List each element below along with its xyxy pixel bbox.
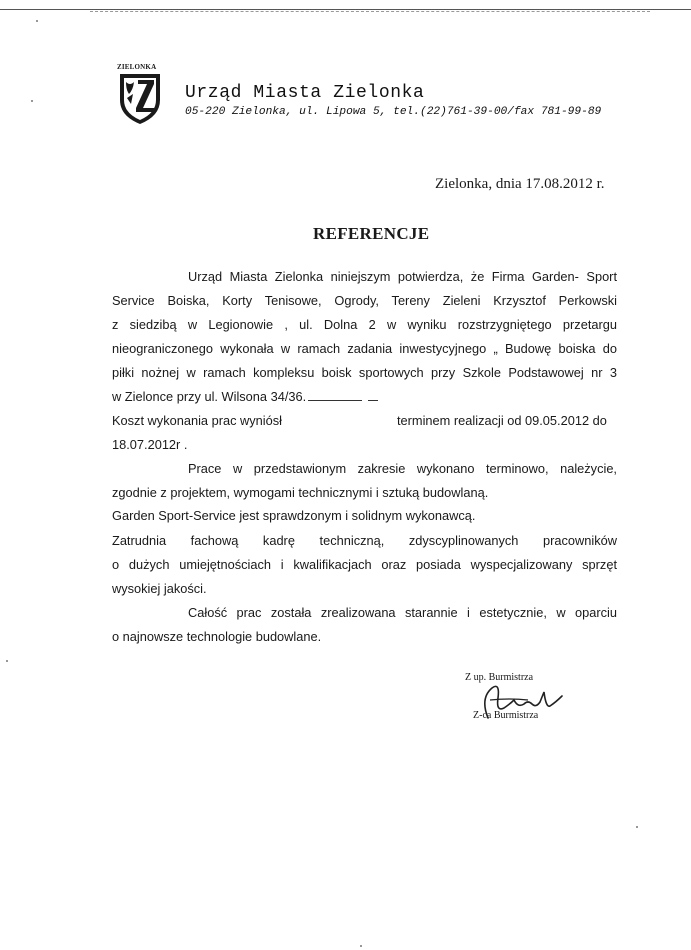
blank-line [308,390,362,401]
body-line: wysokiej jakości. [112,581,207,596]
completion-date: 18.07.2012r . [112,437,188,452]
scan-top-edge [0,9,691,10]
city-crest-icon [116,64,164,126]
body-line: Prace w przedstawionym zakresie wykonano terminowo, należycie, [188,461,617,476]
scan-speck [31,100,33,102]
organization-name: Urząd Miasta Zielonka [185,83,425,103]
body-line: Garden Sport-Service jest sprawdzonym i solidnym wykonawcą. [112,508,476,523]
crest-label: ZIELONKA [117,63,157,71]
body-line: o dużych umiejętnościach i kwalifikacjach oraz posiada wyspecjalizowany sprzęt [112,557,617,572]
scan-top-edge-shadow [90,11,650,12]
blank-line [368,390,378,401]
scan-speck [636,826,638,828]
body-line: Urząd Miasta Zielonka niniejszym potwierdza, że Firma Garden- Sport [188,269,617,284]
body-line: piłki nożnej w ramach kompleksu boisk sportowych przy Szkole Podstawowej nr 3 [112,365,617,380]
scan-speck [36,20,38,22]
scan-speck [360,945,362,947]
stamp-line-top: Z up. Burmistrza [465,672,534,683]
cost-line [112,413,282,429]
place-and-date: Zielonka, dnia 17.08.2012 r. [435,176,605,192]
body-line: z siedzibą w Legionowie , ul. Dolna 2 w wyniku rozstrzygniętego przetargu [112,317,617,332]
cost-text: Koszt wykonania prac wyniósł [112,413,282,428]
stamp-line-bottom: Z-ca Burmistrza [473,710,539,721]
body-line: nieograniczonego wykonała w ramach zadania inwestycyjnego „ Budowę boiska do [112,341,617,356]
address-text: w Zielonce przy ul. Wilsona 34/36. [112,389,307,404]
cost-term-text: terminem realizacji od 09.05.2012 do [397,413,607,428]
body-line-with-blank [112,389,378,405]
body-line: zgodnie z projektem, wymogami technicznymi i sztuką budowlaną. [112,485,489,500]
organization-address: 05-220 Zielonka, ul. Lipowa 5, tel.(22)761-39-00/fax 781-99-89 [185,106,602,118]
scan-speck [6,660,8,662]
body-line: o najnowsze technologie budowlane. [112,629,322,644]
body-line: Zatrudnia fachową kadrę techniczną, zdyscyplinowanych pracowników [112,533,617,548]
body-line: Całość prac została zrealizowana starannie i estetycznie, w oparciu [188,605,617,620]
body-line: Service Boiska, Korty Tenisowe, Ogrody, Tereny Zieleni Krzysztof Perkowski [112,293,617,308]
document-title: REFERENCJE [313,224,430,243]
